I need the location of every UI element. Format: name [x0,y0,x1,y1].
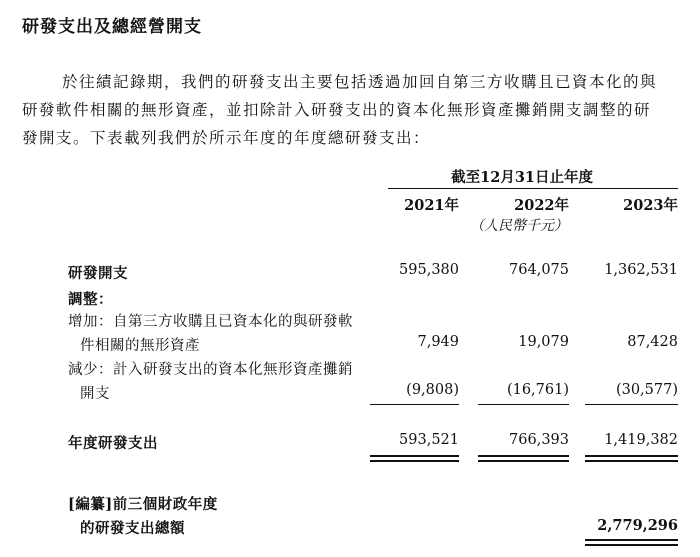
cell-add-2021: 7,949 [417,334,459,350]
year-header-2023: 2023年 [623,197,678,214]
total-double-rule-2022 [478,455,569,462]
row-label-three-year-line1: [編纂]前三個財政年度 [68,496,218,513]
row-label-rd-expense: 研發開支 [68,265,128,282]
paragraph-line: 發開支。下表載列我們於所示年度的年度總研發支出： [22,129,431,147]
cell-rd-2022: 764,075 [509,262,569,278]
cell-add-2023: 87,428 [627,334,678,350]
paragraph-line: 研發軟件相關的無形資產，並扣除計入研發支出的資本化無形資產攤銷開支調整的研 [22,101,652,119]
row-label-annual-total: 年度研發支出 [68,435,158,452]
year-header-2022: 2022年 [514,197,569,214]
unit-label: （人民幣千元） [470,218,568,234]
subtotal-rule-2023 [585,404,678,405]
three-year-double-rule [585,539,678,546]
paragraph-line: 於往績記錄期，我們的研發支出主要包括透過加回自第三方收購且已資本化的與 [62,73,658,91]
cell-three-year-total: 2,779,296 [597,517,678,534]
cell-less-2022: (16,761) [506,382,569,398]
cell-total-2022: 766,393 [509,432,569,448]
section-title: 研發支出及總經營開支 [22,17,202,37]
cell-less-2021: (9,808) [406,382,459,398]
subtotal-rule-2021 [370,404,459,405]
cell-add-2022: 19,079 [518,334,569,350]
row-label-add-line1: 增加：自第三方收購且已資本化的與研發軟 [68,314,353,330]
period-header: 截至12月31日止年度 [451,169,593,186]
subtotal-rule-2022 [478,404,569,405]
row-label-add-line2: 件相關的無形資產 [80,338,200,354]
cell-total-2021: 593,521 [399,432,459,448]
row-label-three-year-line2: 的研發支出總額 [80,520,185,537]
year-header-2021: 2021年 [404,197,459,214]
total-double-rule-2023 [585,455,678,462]
cell-less-2023: (30,577) [615,382,678,398]
cell-total-2023: 1,419,382 [604,432,678,448]
row-label-less-line2: 開支 [80,386,110,402]
total-double-rule-2021 [370,455,459,462]
period-header-rule [388,188,678,189]
cell-rd-2021: 595,380 [399,262,459,278]
row-label-adjustments: 調整： [68,291,113,308]
cell-rd-2023: 1,362,531 [604,262,678,278]
row-label-less-line1: 減少：計入研發支出的資本化無形資產攤銷 [68,362,353,378]
